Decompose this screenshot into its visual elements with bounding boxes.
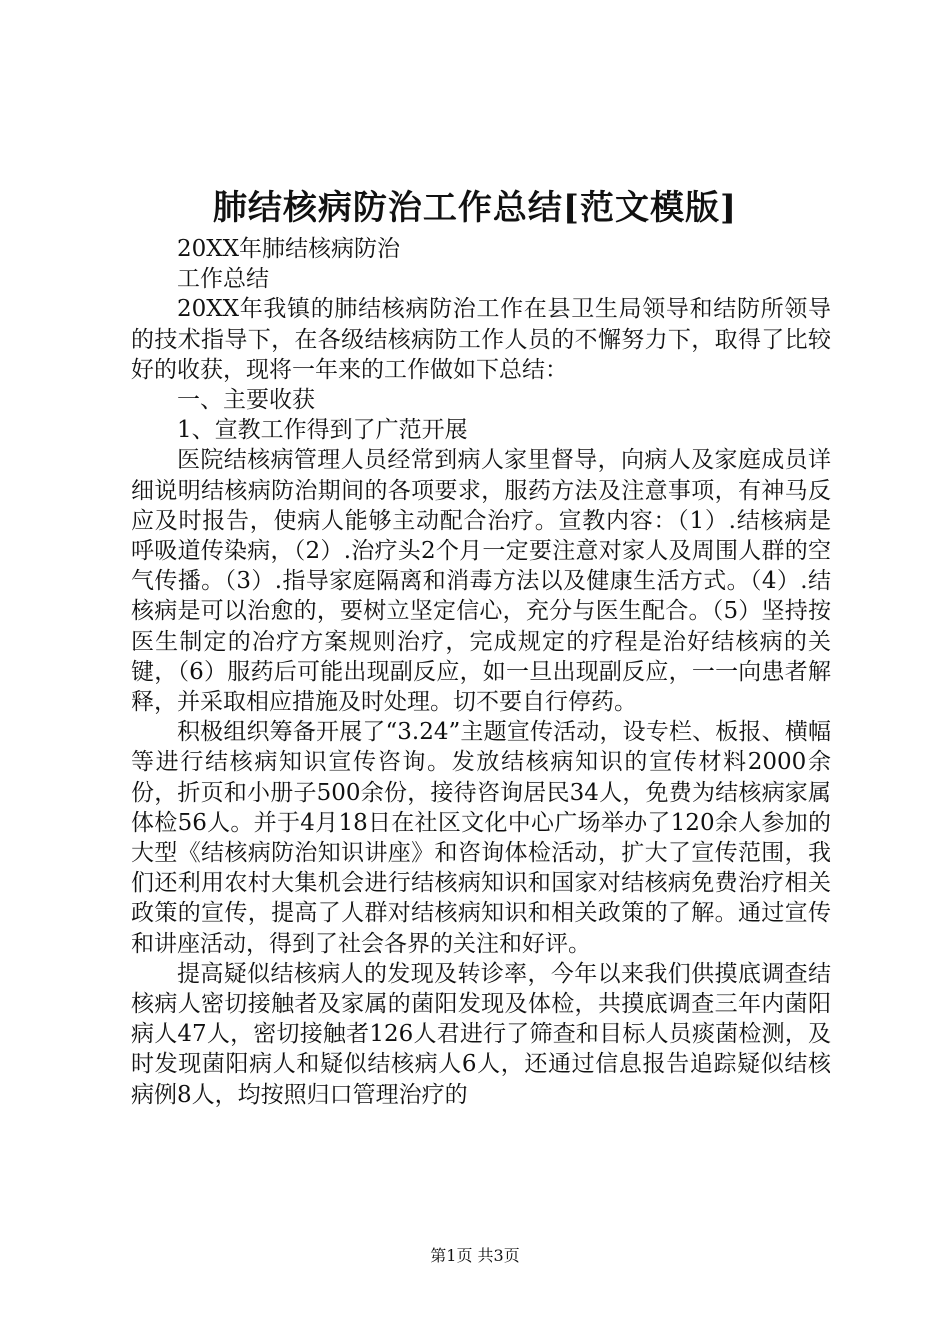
section-heading-main-gains: 一、主要收获 (177, 387, 315, 414)
paragraph-education-content: 医院结核病管理人员经常到病人家里督导，向病人及家庭成员详细说明结核病防治期间的各项要求，服药方法及注意事项，有神马反应及时报告，使病人能够主动配合治疗。宣教内容：（1）.结核病是呼吸道传染病，（2）.治疗头2个月一定要注意对家人及周围人群的空气传播。（3）.指导家庭隔离和消毒方法以及健康生活方式。（4）.结核病是可以治愈的，要树立坚定信心，充分与医生配合。（5）坚持按医生制定的冶疗方案规则治疗，完成规定的疗程是治好结核病的关键，（6）服药后可能出现副反应，如一旦出现副反应，一一向患者解释，并采取相应措施及时处理。切不要自行停药。 (131, 447, 831, 716)
paragraph-intro: 20XX年我镇的肺结核病防治工作在县卫生局领导和结防所领导的技术指导下，在各级结核病防工作人员的不懈努力下，取得了比较好的收获，现将一年来的工作做如下总结： (131, 296, 831, 383)
paragraph-subtitle-line-1: 20XX年肺结核病防治 (177, 236, 401, 262)
paragraph-subtitle-line-2: 工作总结 (177, 266, 269, 293)
paragraph-campaign: 积极组织筹备开展了“3.24”主题宣传活动，设专栏、板报、横幅等进行结核病知识宣传咨询。发放结核病知识的宣传材料2000余份，折页和小册子500余份，接待咨询居民34人，免费为结核病家属体检56人。并于4月18日在社区文化中心广场举办了120余人参加的大型《结核病防治知识讲座》和咨询体检活动，扩大了宣传范围，我们还利用农村大集机会进行结核病知识和国家对结核病免费治疗相关政策的宣传，提高了人群对结核病知识和相关政策的了解。通过宣传和讲座活动，得到了社会各界的关注和好评。 (131, 719, 831, 957)
page-footer: 第1页 共3页 (430, 1246, 520, 1265)
document-title: 肺结核病防治工作总结[范文模版] (212, 188, 738, 228)
subsection-heading-education: 1、宣教工作得到了广范开展 (177, 417, 468, 444)
document-body (131, 234, 831, 1110)
paragraph-screening: 提高疑似结核病人的发现及转诊率，今年以来我们供摸底调查结核病人密切接触者及家属的菌阳发现及体检，共摸底调查三年内菌阳病人47人，密切接触者126人君进行了筛查和目标人员痰菌检测，及时发现菌阳病人和疑似结核病人6人，还通过信息报告追踪疑似结核病例8人，均按照归口管理治疗的 (131, 960, 831, 1108)
